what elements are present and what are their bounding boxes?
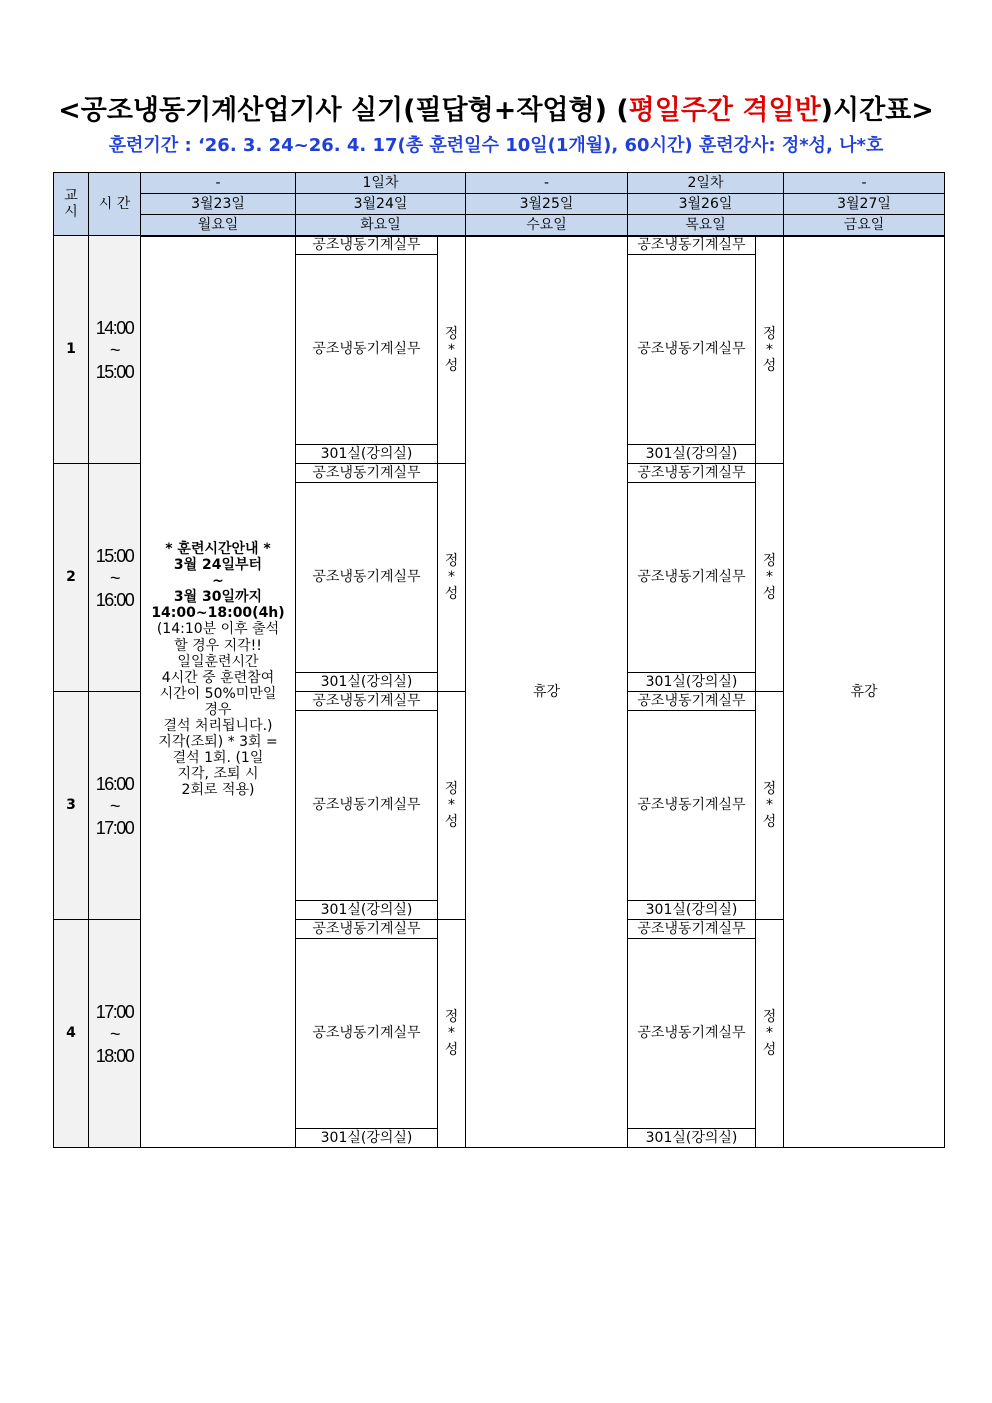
teacher-char: *: [766, 341, 773, 358]
day-weekday-3: 수요일: [466, 215, 628, 236]
course-name: 공조냉동기계실무: [628, 920, 756, 939]
teacher-char: 성: [444, 585, 459, 602]
teacher-name: [438, 464, 466, 692]
teacher-char: 성: [444, 357, 459, 374]
teacher-name: [756, 236, 784, 464]
classroom: 301실(강의실): [296, 673, 438, 692]
notice-line: 지각, 조퇴 시: [177, 766, 259, 783]
day-date-4: 3월26일: [628, 194, 784, 215]
classroom: 301실(강의실): [628, 901, 756, 920]
classroom: 301실(강의실): [628, 1129, 756, 1148]
title-prefix: <공조냉동기계산업기사 실기(필답형+작업형) (: [58, 95, 629, 126]
day-seq-4: 2일차: [628, 173, 784, 194]
teacher-char: *: [766, 1025, 773, 1042]
teacher-char: 정: [444, 1009, 459, 1026]
teacher-char: 정: [762, 1009, 777, 1026]
period-number: 3: [54, 692, 89, 920]
notice-line: 3월 30일까지: [173, 589, 263, 606]
notice-line: 일일훈련시간: [177, 653, 259, 670]
time-end: 16:00: [95, 589, 134, 610]
teacher-char: 성: [762, 585, 777, 602]
time-sep: ~: [109, 567, 119, 588]
day-seq-5: -: [784, 173, 945, 194]
time-sep: ~: [109, 339, 119, 360]
teacher-char: *: [448, 569, 455, 586]
teacher-char: *: [766, 797, 773, 814]
teacher-char: 정: [762, 781, 777, 798]
teacher-char: *: [766, 569, 773, 586]
time-start: 15:00: [95, 545, 134, 566]
teacher-char: 정: [444, 325, 459, 342]
period-time: [89, 464, 141, 692]
teacher-name: [756, 464, 784, 692]
teacher-char: 성: [762, 813, 777, 830]
teacher-char: *: [448, 797, 455, 814]
teacher-name: [438, 692, 466, 920]
notice-line: 결석 1회. (1일: [172, 750, 264, 767]
time-end: 18:00: [95, 1045, 134, 1066]
subject-name: 공조냉동기계실무: [296, 711, 438, 901]
notice-line: (14:10분 이후 출석: [156, 621, 280, 638]
notice-line: 4시간 중 훈련참여: [161, 669, 275, 686]
course-name: 공조냉동기계실무: [296, 920, 438, 939]
day-weekday-5: 금요일: [784, 215, 945, 236]
time-header: 시 간: [89, 173, 141, 236]
subject-name: 공조냉동기계실무: [628, 711, 756, 901]
teacher-char: *: [448, 341, 455, 358]
classroom: 301실(강의실): [296, 445, 438, 464]
teacher-char: 정: [762, 553, 777, 570]
page-title: [0, 88, 992, 127]
time-end: 15:00: [95, 361, 134, 382]
teacher-name: [756, 920, 784, 1148]
holiday-fri: 휴강: [784, 236, 945, 1148]
day-date-5: 3월27일: [784, 194, 945, 215]
period-number: 2: [54, 464, 89, 692]
classroom: 301실(강의실): [296, 1129, 438, 1148]
teacher-char: 정: [444, 553, 459, 570]
period-time: [89, 920, 141, 1148]
notice-line: 시간이 50%미만일: [159, 685, 277, 702]
notice-line: 14:00~18:00(4h): [151, 605, 285, 622]
period-number: 1: [54, 236, 89, 464]
day-seq-2: 1일차: [296, 173, 466, 194]
day-weekday-4: 목요일: [628, 215, 784, 236]
teacher-char: 정: [444, 781, 459, 798]
training-period-info: 훈련기간 : ‘26. 3. 24~26. 4. 17(총 훈련일수 10일(1개월), 60시간) 훈련강사: 정*성, 나*호: [108, 135, 884, 156]
teacher-char: 정: [762, 325, 777, 342]
training-notice: [141, 236, 296, 1148]
timetable: [53, 172, 945, 1148]
notice-line: 할 경우 지각!!: [174, 637, 262, 654]
teacher-name: [438, 236, 466, 464]
period-header: [54, 173, 89, 236]
teacher-char: *: [448, 1025, 455, 1042]
day-seq-1: -: [141, 173, 296, 194]
period-number: 4: [54, 920, 89, 1148]
title-suffix: )시간표>: [820, 95, 934, 126]
period-time: [89, 692, 141, 920]
subject-name: 공조냉동기계실무: [628, 483, 756, 673]
teacher-name: [756, 692, 784, 920]
time-start: 17:00: [95, 1001, 134, 1022]
course-name: 공조냉동기계실무: [296, 236, 438, 255]
day-seq-3: -: [466, 173, 628, 194]
day-weekday-2: 화요일: [296, 215, 466, 236]
time-end: 17:00: [95, 817, 134, 838]
notice-line: ~: [212, 573, 224, 590]
time-start: 14:00: [95, 317, 134, 338]
holiday-wed: 휴강: [466, 236, 628, 1148]
notice-line: 경우: [204, 701, 232, 718]
day-date-2: 3월24일: [296, 194, 466, 215]
teacher-char: 성: [444, 813, 459, 830]
notice-line: 3월 24일부터: [173, 557, 263, 574]
period-header-label: 교 시: [64, 187, 78, 220]
teacher-char: 성: [762, 1041, 777, 1058]
course-name: 공조냉동기계실무: [296, 464, 438, 483]
day-weekday-1: 월요일: [141, 215, 296, 236]
period-time: [89, 236, 141, 464]
teacher-char: 성: [444, 1041, 459, 1058]
course-name: 공조냉동기계실무: [628, 236, 756, 255]
notice-line: 2회로 적용): [181, 782, 255, 799]
subject-name: 공조냉동기계실무: [628, 939, 756, 1129]
teacher-char: 성: [762, 357, 777, 374]
subject-name: 공조냉동기계실무: [628, 255, 756, 445]
title-highlight: 평일주간 격일반: [628, 95, 821, 126]
classroom: 301실(강의실): [628, 445, 756, 464]
time-sep: ~: [109, 1023, 119, 1044]
subject-name: 공조냉동기계실무: [296, 255, 438, 445]
time-start: 16:00: [95, 773, 134, 794]
classroom: 301실(강의실): [296, 901, 438, 920]
subject-name: 공조냉동기계실무: [296, 483, 438, 673]
day-date-1: 3월23일: [141, 194, 296, 215]
teacher-name: [438, 920, 466, 1148]
subject-name: 공조냉동기계실무: [296, 939, 438, 1129]
course-name: 공조냉동기계실무: [628, 464, 756, 483]
notice-line: * 훈련시간안내 *: [165, 541, 271, 557]
classroom: 301실(강의실): [628, 673, 756, 692]
course-name: 공조냉동기계실무: [296, 692, 438, 711]
time-sep: ~: [109, 795, 119, 816]
course-name: 공조냉동기계실무: [628, 692, 756, 711]
notice-line: 지각(조퇴) * 3회 =: [158, 734, 278, 751]
notice-line: 결석 처리됩니다.): [163, 718, 273, 735]
day-date-3: 3월25일: [466, 194, 628, 215]
